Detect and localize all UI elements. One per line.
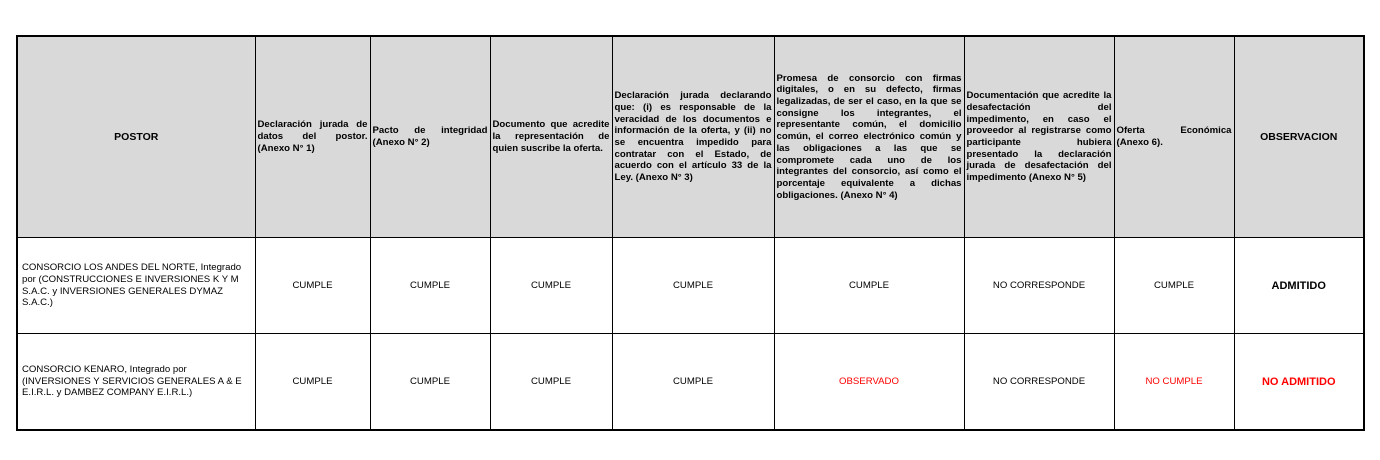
anexo-1-cell: CUMPLE xyxy=(255,334,370,431)
anexo-2-cell: CUMPLE xyxy=(370,238,490,334)
evaluation-table-wrapper xyxy=(16,35,1365,431)
anexo-6-cell: NO CUMPLE xyxy=(1114,334,1234,431)
anexo-3-cell: CUMPLE xyxy=(612,238,774,334)
anexo-2-cell: CUMPLE xyxy=(370,334,490,431)
postor-cell: CONSORCIO LOS ANDES DEL NORTE, Integrado por (CONSTRUCCIONES E INVERSIONES K Y M S.A.C. y INVERSIONES GENERALES DYMAZ S.A.C.) xyxy=(17,238,255,334)
observacion-cell: ADMITIDO xyxy=(1234,238,1364,334)
header-representacion: Documento que acredite la representación de quien suscribe la oferta. xyxy=(490,36,612,238)
header-anexo-2: Pacto de integridad (Anexo N° 2) xyxy=(370,36,490,238)
header-postor: POSTOR xyxy=(17,36,255,238)
header-anexo-5: Documentación que acredite la desafectación del impedimento, en caso el proveedor al registrarse como participante hubiera presentado la declaración jurada de desafectación del impedimento (Anexo N° 5) xyxy=(964,36,1114,238)
postor-cell: CONSORCIO KENARO, Integrado por (INVERSIONES Y SERVICIOS GENERALES A & E E.I.R.L. y DAMBEZ COMPANY E.I.R.L.) xyxy=(17,334,255,431)
anexo-3-cell: CUMPLE xyxy=(612,334,774,431)
header-anexo-6: Oferta Económica (Anexo 6). xyxy=(1114,36,1234,238)
anexo-5-cell: NO CORRESPONDE xyxy=(964,334,1114,431)
header-anexo-4: Promesa de consorcio con firmas digitales, o en su defecto, firmas legalizadas, de ser el caso, en la que se consigne los integrantes, el representante común, el domicilio común, el correo electrónico común y las obligaciones a las que se compromete cada uno de los integrantes del consorcio, así como el porcentaje equivalente a dichas obligaciones. (Anexo N° 4) xyxy=(774,36,964,238)
header-anexo-3: Declaración jurada declarando que: (i) es responsable de la veracidad de los documentos e información de la oferta, y (ii) no se encuentra impedido para contratar con el Estado, de acuerdo con el artículo 33 de la Ley. (Anexo N° 3) xyxy=(612,36,774,238)
anexo-1-cell: CUMPLE xyxy=(255,238,370,334)
header-row xyxy=(17,36,1364,238)
evaluation-table xyxy=(16,35,1365,431)
header-anexo-1: Declaración jurada de datos del postor. (Anexo N° 1) xyxy=(255,36,370,238)
representacion-cell: CUMPLE xyxy=(490,334,612,431)
anexo-5-cell: NO CORRESPONDE xyxy=(964,238,1114,334)
header-observacion: OBSERVACION xyxy=(1234,36,1364,238)
table-row xyxy=(17,238,1364,334)
table-row xyxy=(17,334,1364,431)
anexo-4-cell: OBSERVADO xyxy=(774,334,964,431)
representacion-cell: CUMPLE xyxy=(490,238,612,334)
observacion-cell: NO ADMITIDO xyxy=(1234,334,1364,431)
anexo-6-cell: CUMPLE xyxy=(1114,238,1234,334)
anexo-4-cell: CUMPLE xyxy=(774,238,964,334)
